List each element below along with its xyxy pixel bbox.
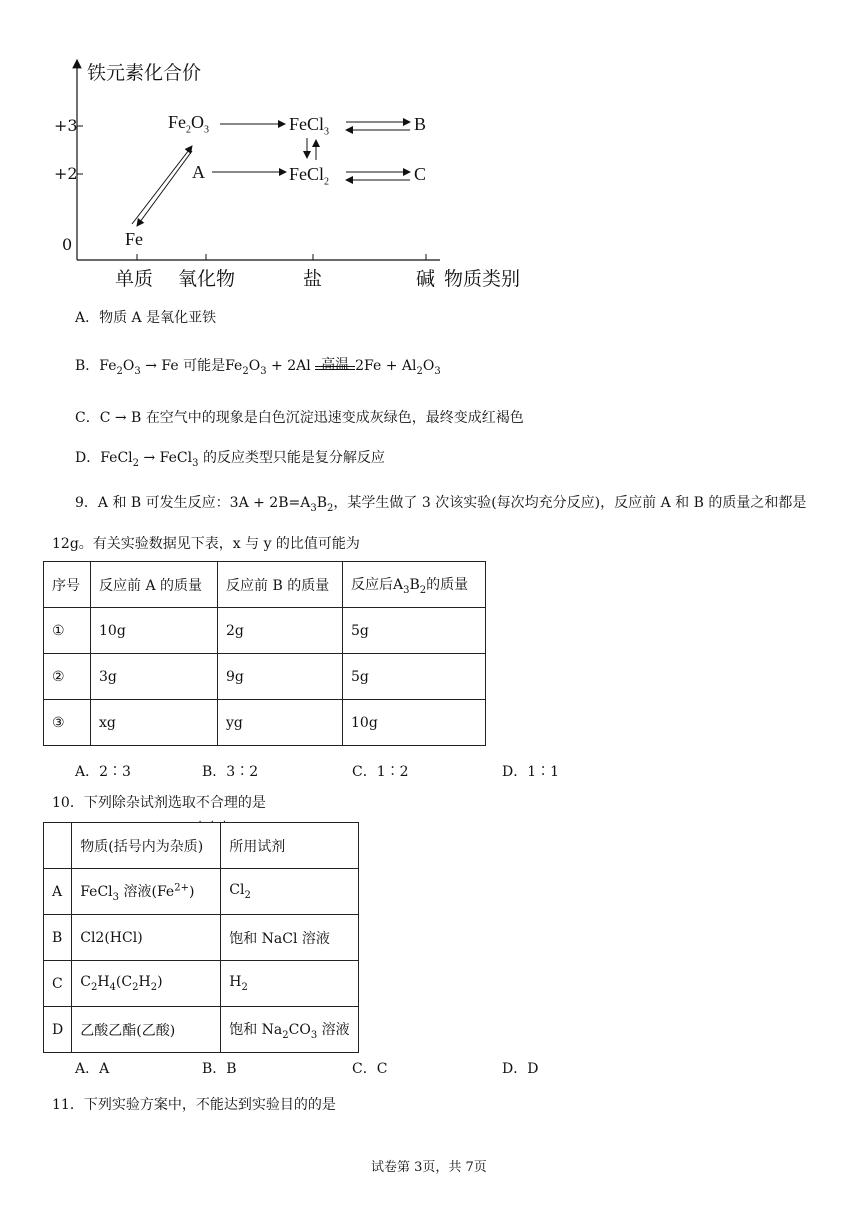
y-axis-title: 铁元素化合价	[87, 62, 202, 84]
q8-option-a: A．物质 A 是氧化亚铁	[75, 310, 217, 326]
node-fecl3: FeCl$_3$	[289, 114, 330, 138]
q10-option-b: B．B	[202, 1061, 237, 1077]
node-fecl2: FeCl$_2$	[289, 164, 330, 188]
q10-table	[43, 822, 359, 1053]
y-tick-plus2: +2	[54, 164, 78, 183]
table-row: A FeCl$_3$ 溶液$(Fe^{2+})$ $Cl_2$	[44, 869, 359, 915]
q9-option-a: A．2∶3	[75, 764, 131, 780]
node-a: A	[192, 162, 205, 182]
x-tick-base: 碱	[416, 268, 436, 290]
node-fe2o3: $Fe_2O_3$	[168, 112, 209, 136]
y-tick-zero: 0	[62, 235, 73, 254]
q10-option-c: C．C	[352, 1061, 388, 1077]
node-c: C	[414, 164, 427, 184]
q10-option-a: A．A	[75, 1061, 110, 1077]
q9-option-d: D．1∶1	[502, 764, 560, 780]
table-header-row: 物质(括号内为杂质) 所用试剂	[44, 823, 359, 869]
node-b: B	[414, 114, 427, 134]
page-footer: 试卷第 3页，共 7页	[371, 1160, 487, 1175]
table-header-row: 序号 反应前 A 的质量 反应前 B 的质量 反应后$A_3B_2$的质量	[44, 562, 486, 608]
emphasis-text: 不合理 ···	[195, 795, 238, 828]
table-row: ① 10g 2g 5g	[44, 608, 486, 654]
x-tick-element: 单质	[115, 268, 154, 290]
table-row: D 乙酸乙酯(乙酸) 饱和 $Na_2CO_3$ 溶液	[44, 1007, 359, 1053]
y-tick-plus3: +3	[54, 116, 78, 135]
reaction-condition: 高温	[321, 357, 350, 373]
arrow-fe2o3-to-fe	[137, 151, 192, 226]
table-row: ② 3g 9g 5g	[44, 654, 486, 700]
q8-option-d: D．FeCl$_2$ → FeCl$_3$ 的反应类型只能是复分解反应	[75, 450, 385, 469]
q9-table	[43, 561, 486, 746]
node-fe: Fe	[125, 229, 143, 249]
table-row: ③ xg yg 10g	[44, 700, 486, 746]
x-axis-title: 物质类别	[444, 268, 521, 290]
table-row: C $C_2H_4(C_2H_2)$ $H_2$	[44, 961, 359, 1007]
q9-option-b: B．3∶2	[202, 764, 259, 780]
q8-option-c: C．C → B 在空气中的现象是白色沉淀迅速变成灰绿色，最终变成红褐色	[75, 410, 524, 426]
arrow-fe-to-fe2o3	[132, 146, 192, 224]
x-tick-oxide: 氧化物	[178, 268, 236, 290]
x-tick-salt: 盐	[303, 268, 323, 290]
q10-option-d: D．D	[502, 1061, 539, 1077]
q9-stem-line1: 9．A 和 B 可发生反应：$3A + 2B=A_3B_2$，某学生做了 3 次该实验(每次均充分反应)，反应前 A 和 B 的质量之和都是	[75, 495, 807, 514]
table-row: B Cl2(HCl) 饱和 NaCl 溶液	[44, 915, 359, 961]
q9-stem-line2: 12g。有关实验数据见下表，x 与 y 的比值可能为	[52, 536, 360, 552]
q10-stem: 10．下列除杂试剂选取不合理 ··· 的是	[52, 795, 266, 828]
q8-option-b: B．$Fe_2O_3 \to Fe$ 可能是$Fe_2O_3 + 2Al$ 高温 $2Fe + Al_2O_3$	[75, 357, 441, 377]
q11-stem: 11．下列实验方案中，不能达到实验目的的是	[52, 1097, 336, 1113]
q9-option-c: C．1∶2	[352, 764, 409, 780]
